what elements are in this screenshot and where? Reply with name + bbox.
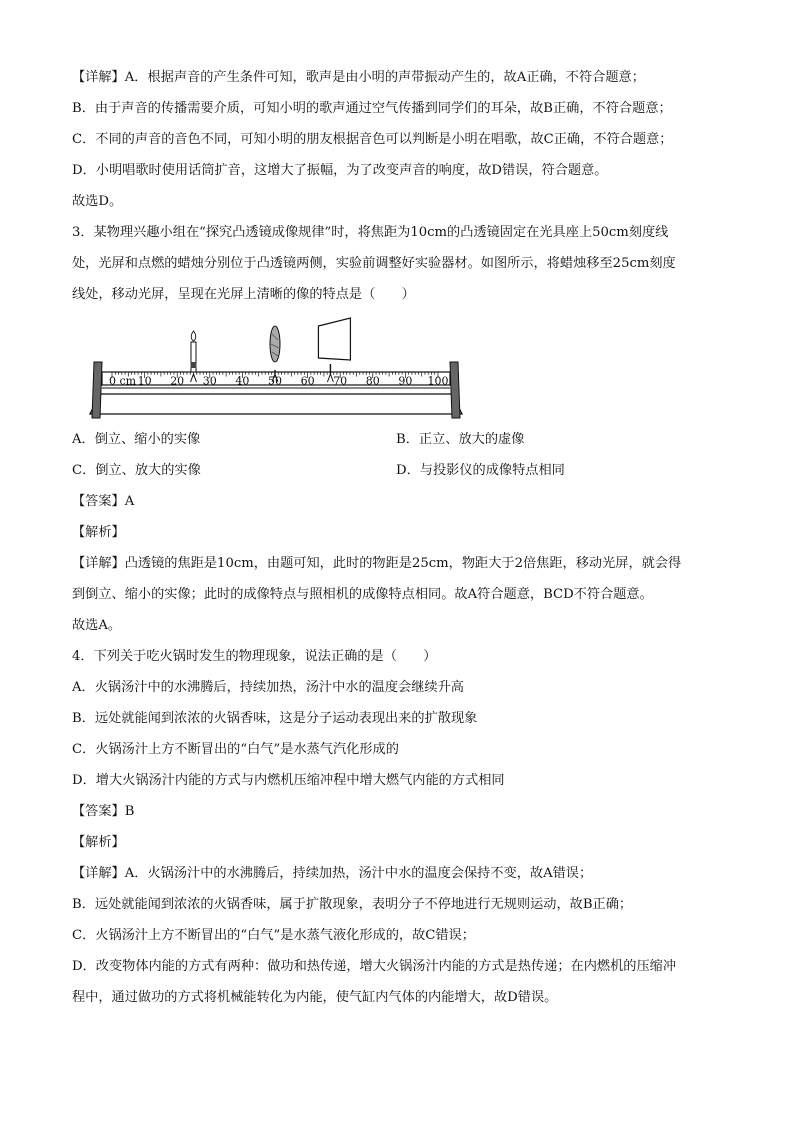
q2-choice: 故选D。	[72, 194, 123, 209]
bench-right-support	[450, 362, 460, 418]
ruler-tick-label: 50	[268, 374, 282, 388]
candle-clamp	[191, 362, 197, 368]
q4-option-d: D．增大火锅汤汁内能的方式与内燃机压缩冲程中增大燃气内能的方式相同	[72, 773, 505, 788]
q4-answer: 【答案】B	[72, 804, 135, 819]
candle-flame	[191, 331, 196, 341]
q4-analysis: 【解析】	[72, 835, 125, 850]
q4-detail-line-3: C．火锅汤汁上方不断冒出的“白气”是水蒸气液化形成的，故C错误；	[72, 928, 475, 943]
ruler-tick-label: 90	[398, 374, 413, 388]
q2-detail-line-3: C．不同的声音的音色不同，可知小明的朋友根据音色可以判断是小明在唱歌，故C正确，不符合题意；	[72, 132, 673, 147]
q3-stem-line-1: 3．某物理兴趣小组在“探究凸透镜成像规律”时，将焦距为10cm的凸透镜固定在光具座上50cm刻度线	[72, 225, 669, 240]
q3-analysis: 【解析】	[72, 525, 125, 540]
q4-detail-line-5: 程中，通过做功的方式将机械能转化为内能，使气缸内气体的内能增大，故D错误。	[72, 990, 558, 1005]
q4-detail-line-1: 【详解】A．火锅汤汁中的水沸腾后，持续加热，汤汁中水的温度会保持不变，故A错误；	[72, 866, 593, 881]
q3-options-row-2	[72, 455, 732, 486]
q3-stem-line-2: 处，光屏和点燃的蜡烛分别位于凸透镜两侧，实验前调整好实验器材。如图所示，将蜡烛移至25cm刻度	[72, 256, 676, 271]
ruler-tick-label: 0 cm	[109, 374, 137, 388]
q3-detail-line-1: 【详解】凸透镜的焦距是10cm，由题可知，此时的物距是25cm，物距大于2倍焦距，移动光屏，就会得	[72, 556, 682, 571]
ruler-tick-label: 60	[300, 374, 315, 388]
document-page	[72, 62, 732, 1013]
q3-option-b: B．正立、放大的虚像	[396, 432, 525, 447]
q4-option-c: C．火锅汤汁上方不断冒出的“白气”是水蒸气汽化形成的	[72, 742, 399, 757]
q3-option-c: C．倒立、放大的实像	[72, 463, 201, 478]
q3-option-d: D．与投影仪的成像特点相同	[396, 463, 565, 478]
ruler-tick-label: 20	[170, 374, 185, 388]
q4-stem: 4．下列关于吃火锅时发生的物理现象，说法正确的是（ ）	[72, 649, 437, 664]
q4-detail-line-2: B．远处就能闻到浓浓的火锅香味，属于扩散现象，表明分子不停地进行无规则运动，故B正确；	[72, 897, 633, 912]
bench-base	[90, 394, 462, 414]
optical-bench-figure	[72, 314, 732, 422]
q3-stem-line-3: 线处，移动光屏，呈现在光屏上清晰的像的特点是（ ）	[72, 287, 415, 302]
bench-left-support	[92, 362, 102, 418]
ruler-tick-label: 100	[427, 374, 449, 388]
q4-option-b: B．远处就能闻到浓浓的火锅香味，这是分子运动表现出来的扩散现象	[72, 711, 478, 726]
q2-detail-line-2: B．由于声音的传播需要介质，可知小明的歌声通过空气传播到同学们的耳朵，故B正确，不符合题意；	[72, 101, 672, 116]
ruler-tick-label: 70	[333, 374, 348, 388]
q3-option-a: A．倒立、缩小的实像	[72, 432, 201, 447]
q4-option-a: A．火锅汤汁中的水沸腾后，持续加热，汤汁中水的温度会继续升高	[72, 680, 464, 695]
ruler-tick-label: 10	[137, 374, 152, 388]
ruler-tick-label: 30	[202, 374, 217, 388]
q2-detail-line-4: D．小明唱歌时使用话筒扩音，这增大了振幅，为了改变声音的响度，故D错误，符合题意。	[72, 163, 608, 178]
q3-answer: 【答案】A	[72, 494, 135, 509]
q3-detail-line-2: 到倒立、缩小的实像；此时的成像特点与照相机的成像特点相同。故A符合题意，BCD不符合题意。	[72, 587, 653, 602]
screen-panel	[318, 318, 350, 360]
optical-bench-svg	[86, 314, 466, 422]
q2-detail-line-1: 【详解】A．根据声音的产生条件可知，歌声是由小明的声带振动产生的，故A正确，不符合题意；	[72, 70, 645, 85]
ruler-tick-label: 40	[235, 374, 250, 388]
q4-detail-line-4: D．改变物体内能的方式有两种：做功和热传递，增大火锅汤汁内能的方式是热传递；在内燃机的压缩冲	[72, 959, 677, 974]
ruler-tick-label: 80	[365, 374, 380, 388]
q3-options-row-1	[72, 424, 732, 455]
q3-choice: 故选A。	[72, 618, 122, 633]
